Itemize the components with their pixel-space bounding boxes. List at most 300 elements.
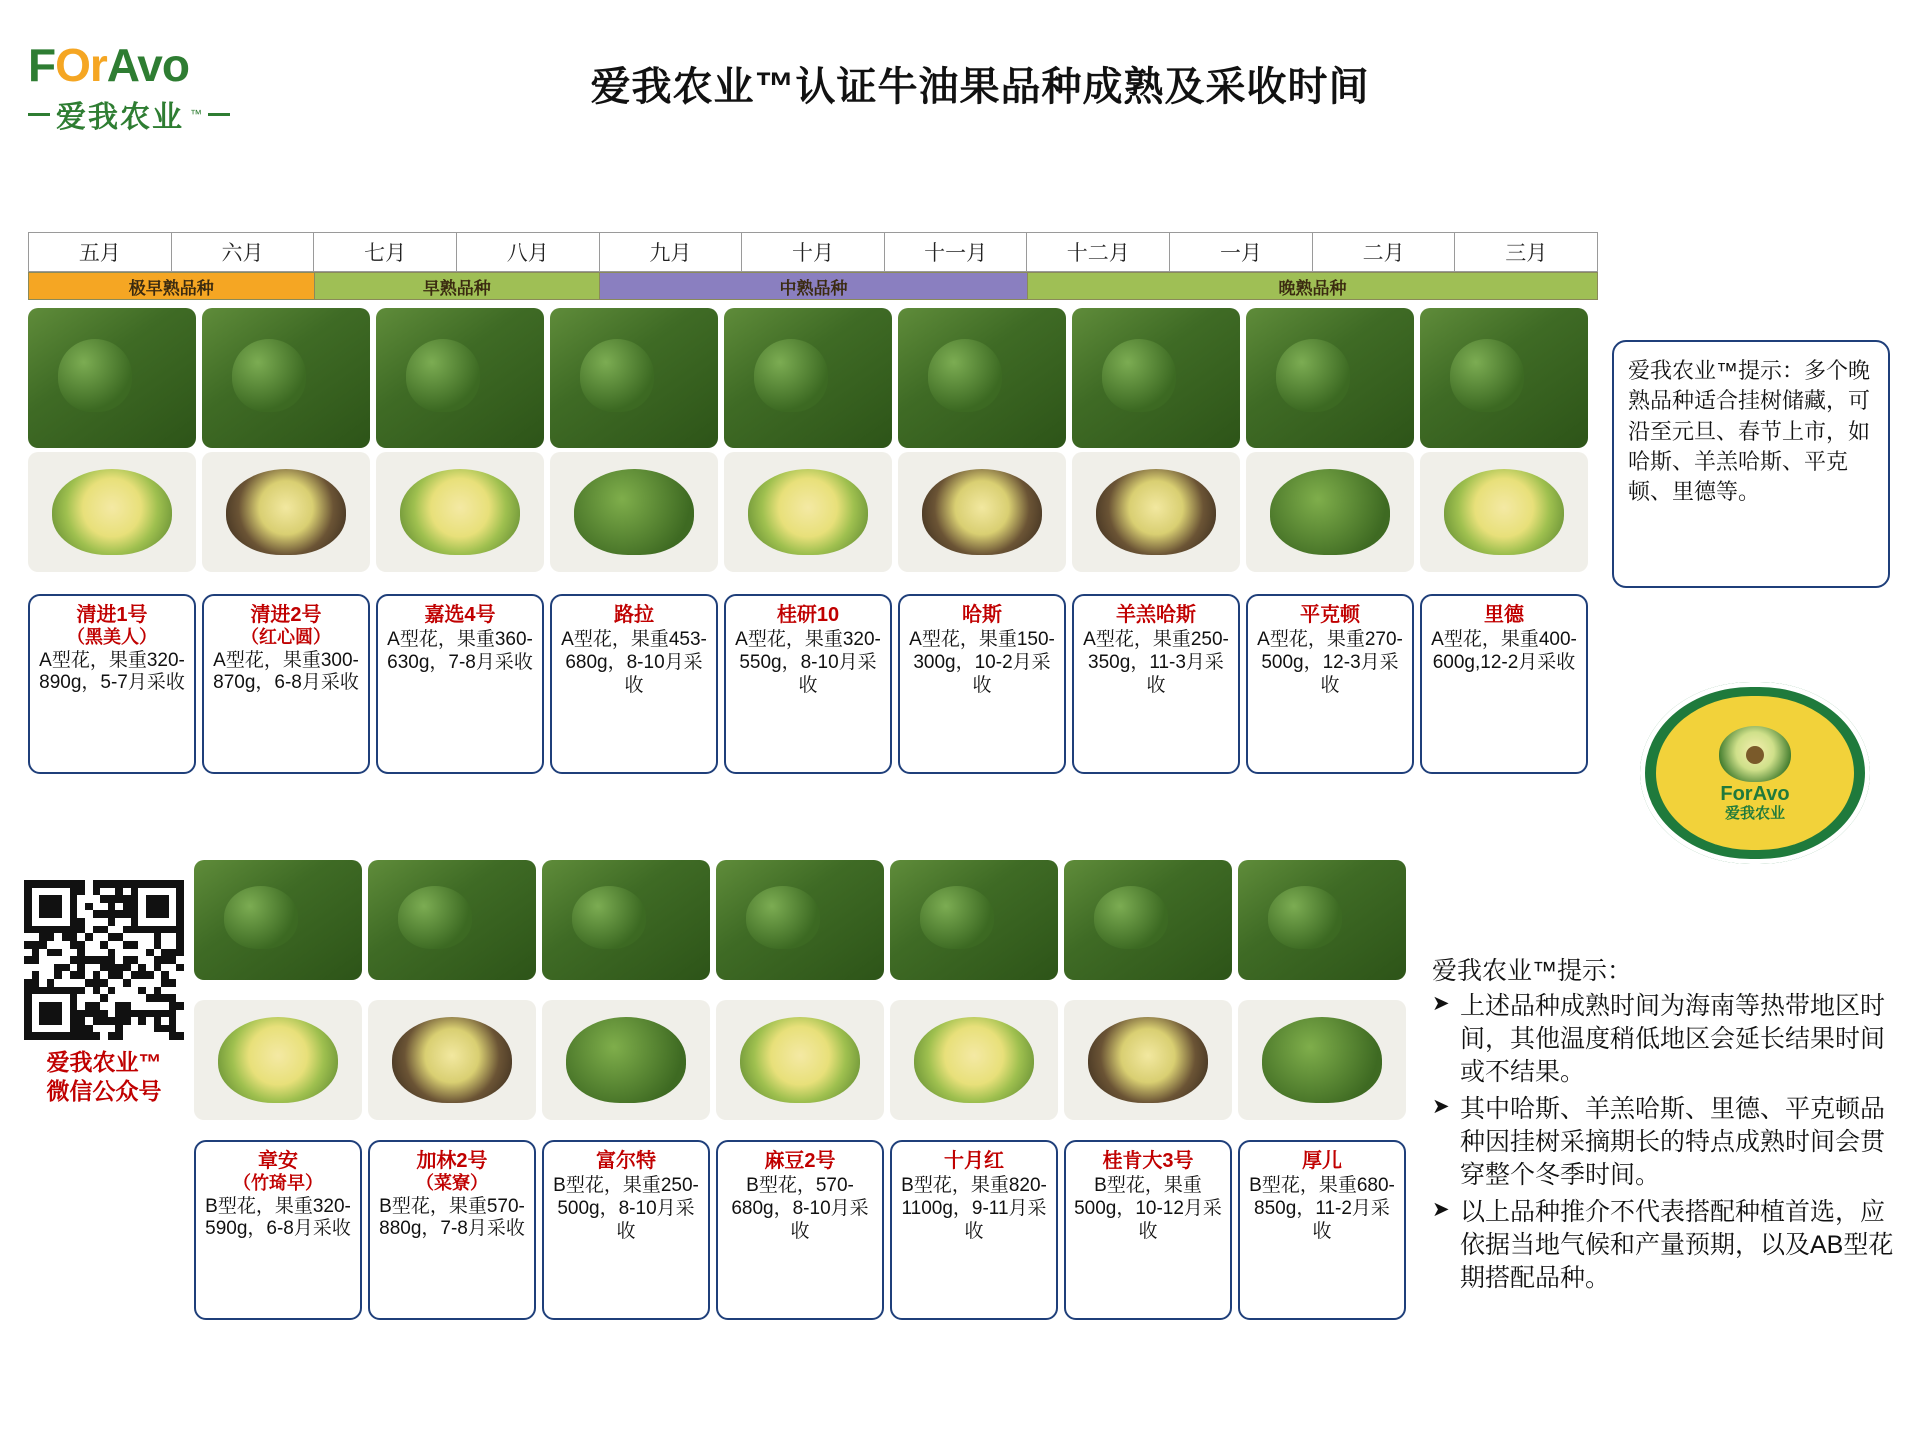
variety-name: 桂研10 xyxy=(776,604,840,626)
qr-module xyxy=(131,1010,139,1018)
qr-module xyxy=(108,987,116,995)
qr-module xyxy=(24,941,32,949)
qr-module xyxy=(154,1010,162,1018)
qr-module xyxy=(161,1025,169,1033)
variety-tree-photo xyxy=(1246,308,1414,448)
qr-module xyxy=(108,1032,116,1040)
variety-card[interactable] xyxy=(542,1140,710,1320)
qr-module xyxy=(70,888,78,896)
qr-module xyxy=(146,926,154,934)
qr-module xyxy=(70,1002,78,1010)
qr-module xyxy=(161,994,169,1002)
avocado-icon xyxy=(1719,726,1791,782)
qr-module xyxy=(131,918,139,926)
variety-fruit-photo xyxy=(898,452,1066,572)
qr-module xyxy=(39,895,47,903)
qr-module xyxy=(93,1002,101,1010)
qr-module xyxy=(115,1017,123,1025)
variety-tree-photo xyxy=(716,860,884,980)
qr-module xyxy=(169,1010,177,1018)
qr-module xyxy=(138,1010,146,1018)
brand-badge xyxy=(1640,682,1870,864)
qr-module xyxy=(24,956,32,964)
variety-card[interactable] xyxy=(376,594,544,774)
qr-module xyxy=(32,949,40,957)
variety-card[interactable] xyxy=(898,594,1066,774)
qr-module xyxy=(39,1010,47,1018)
qr-module xyxy=(108,903,116,911)
qr-module xyxy=(131,941,139,949)
variety-fruit-photo xyxy=(202,452,370,572)
variety-fruit-photo xyxy=(1238,1000,1406,1120)
variety-tree-photo xyxy=(194,860,362,980)
variety-name: 清进1号 xyxy=(76,604,148,626)
variety-card[interactable] xyxy=(550,594,718,774)
qr-module xyxy=(169,1025,177,1033)
variety-name: 桂肯大3号 xyxy=(1102,1150,1194,1172)
qr-module xyxy=(93,926,101,934)
variety-card[interactable] xyxy=(202,594,370,774)
qr-module xyxy=(169,1017,177,1025)
qr-module xyxy=(47,880,55,888)
variety-fruit-photo xyxy=(28,452,196,572)
qr-module xyxy=(123,895,131,903)
qr-module xyxy=(154,926,162,934)
qr-module xyxy=(54,880,62,888)
qr-module xyxy=(62,933,70,941)
qr-module xyxy=(54,971,62,979)
qr-module xyxy=(54,949,62,957)
variety-tree-photo xyxy=(376,308,544,448)
season-band-row xyxy=(28,272,1598,300)
qr-module xyxy=(32,880,40,888)
qr-module xyxy=(154,956,162,964)
qr-module xyxy=(24,888,32,896)
qr-module xyxy=(47,1010,55,1018)
qr-module xyxy=(123,880,131,888)
month-cell: 一月 xyxy=(1169,232,1312,272)
month-cell: 五月 xyxy=(28,232,171,272)
qr-module xyxy=(154,964,162,972)
qr-module xyxy=(176,903,184,911)
qr-module xyxy=(54,1010,62,1018)
qr-module xyxy=(161,971,169,979)
qr-module xyxy=(47,949,55,957)
variety-name: 加林2号 xyxy=(416,1150,488,1172)
qr-module xyxy=(176,1002,184,1010)
qr-module xyxy=(131,910,139,918)
qr-module xyxy=(176,918,184,926)
qr-module xyxy=(47,933,55,941)
qr-module xyxy=(115,1032,123,1040)
qr-module xyxy=(146,880,154,888)
qr-module xyxy=(77,941,85,949)
qr-module xyxy=(39,933,47,941)
qr-module xyxy=(154,1025,162,1033)
qr-module xyxy=(146,994,154,1002)
qr-module xyxy=(93,880,101,888)
month-cell: 九月 xyxy=(599,232,742,272)
variety-tree-photo xyxy=(542,860,710,980)
logo-divider-left xyxy=(28,113,50,116)
qr-module xyxy=(131,956,139,964)
qr-code[interactable] xyxy=(24,880,184,1040)
variety-fruit-photo xyxy=(1072,452,1240,572)
qr-module xyxy=(93,979,101,987)
qr-module xyxy=(32,941,40,949)
qr-module xyxy=(115,1002,123,1010)
qr-module xyxy=(77,956,85,964)
qr-module xyxy=(176,964,184,972)
qr-module xyxy=(131,971,139,979)
qr-module xyxy=(169,1002,177,1010)
qr-module xyxy=(146,949,154,957)
qr-module xyxy=(85,933,93,941)
qr-module xyxy=(176,895,184,903)
tip-item: ➤ 以上品种推介不代表搭配种植首选，应依据当地气候和产量预期，以及AB型花期搭配品种。 xyxy=(1432,1196,1902,1295)
tips-bottom xyxy=(1432,955,1902,1299)
qr-module xyxy=(131,895,139,903)
qr-module xyxy=(115,1025,123,1033)
qr-module xyxy=(54,910,62,918)
variety-description: A型花，果重250-350g，11-3月采收 xyxy=(1083,629,1229,696)
qr-module xyxy=(100,895,108,903)
qr-module xyxy=(62,926,70,934)
qr-module xyxy=(24,903,32,911)
qr-module xyxy=(100,964,108,972)
qr-module xyxy=(146,1010,154,1018)
qr-module xyxy=(176,910,184,918)
variety-card[interactable] xyxy=(890,1140,1058,1320)
qr-module xyxy=(77,1010,85,1018)
variety-name: 富尔特 xyxy=(596,1150,656,1172)
variety-name: 哈斯 xyxy=(962,604,1002,626)
qr-module xyxy=(62,880,70,888)
qr-module xyxy=(77,949,85,957)
qr-module xyxy=(108,910,116,918)
qr-module xyxy=(85,1032,93,1040)
logo-letter-o: O xyxy=(55,39,90,91)
qr-module xyxy=(108,971,116,979)
badge-face xyxy=(1656,696,1854,850)
qr-module xyxy=(154,880,162,888)
variety-alias: （黑美人） xyxy=(67,627,157,647)
variety-fruit-photo xyxy=(724,452,892,572)
month-cell: 七月 xyxy=(313,232,456,272)
qr-module xyxy=(154,1017,162,1025)
qr-module xyxy=(100,941,108,949)
qr-module xyxy=(85,979,93,987)
qr-module xyxy=(93,1032,101,1040)
qr-module xyxy=(123,1017,131,1025)
variety-tree-photo xyxy=(890,860,1058,980)
variety-card[interactable] xyxy=(1072,594,1240,774)
variety-fruit-photo xyxy=(194,1000,362,1120)
qr-module xyxy=(77,987,85,995)
qr-module xyxy=(47,926,55,934)
variety-card[interactable] xyxy=(1246,594,1414,774)
qr-module xyxy=(70,994,78,1002)
qr-module xyxy=(47,1017,55,1025)
qr-module xyxy=(100,979,108,987)
qr-module xyxy=(24,895,32,903)
variety-card[interactable] xyxy=(1064,1140,1232,1320)
qr-module xyxy=(24,918,32,926)
variety-tree-photo xyxy=(898,308,1066,448)
qr-module xyxy=(115,933,123,941)
qr-module xyxy=(100,910,108,918)
variety-description: A型花，果重360-630g，7-8月采收 xyxy=(387,629,533,673)
variety-card[interactable] xyxy=(194,1140,362,1320)
qr-module xyxy=(131,926,139,934)
brand-logo xyxy=(28,39,278,142)
variety-tree-photo xyxy=(202,308,370,448)
qr-module xyxy=(47,987,55,995)
qr-module xyxy=(161,926,169,934)
variety-description: A型花，果重320-550g，8-10月采收 xyxy=(735,629,881,696)
variety-description: A型花，果重150-300g，10-2月采收 xyxy=(909,629,1055,696)
qr-module xyxy=(176,949,184,957)
qr-module xyxy=(123,910,131,918)
month-cell: 十月 xyxy=(741,232,884,272)
qr-module xyxy=(176,941,184,949)
qr-module xyxy=(138,964,146,972)
qr-module xyxy=(32,1032,40,1040)
qr-module xyxy=(24,880,32,888)
qr-module xyxy=(115,971,123,979)
variety-name: 十月红 xyxy=(944,1150,1004,1172)
qr-module xyxy=(85,1010,93,1018)
qr-label-line2: 微信公众号 xyxy=(46,1077,162,1104)
qr-module xyxy=(70,895,78,903)
variety-card[interactable] xyxy=(28,594,196,774)
logo-letter-f: F xyxy=(28,39,56,91)
logo-wordmark xyxy=(28,39,278,91)
variety-alias: （菜寮） xyxy=(416,1173,488,1193)
qr-module xyxy=(39,941,47,949)
qr-module xyxy=(169,1032,177,1040)
qr-module xyxy=(39,903,47,911)
qr-module xyxy=(176,926,184,934)
season-band: 晚熟品种 xyxy=(1027,272,1598,300)
variety-fruit-photo xyxy=(1246,452,1414,572)
qr-module xyxy=(169,949,177,957)
qr-module xyxy=(70,1032,78,1040)
variety-tree-photo xyxy=(1072,308,1240,448)
qr-module xyxy=(123,956,131,964)
qr-module xyxy=(77,888,85,896)
qr-module xyxy=(146,895,154,903)
qr-module xyxy=(47,910,55,918)
qr-module xyxy=(24,1032,32,1040)
variety-fruit-photo xyxy=(550,452,718,572)
qr-module xyxy=(115,895,123,903)
qr-module xyxy=(93,956,101,964)
qr-module xyxy=(62,964,70,972)
qr-module xyxy=(70,987,78,995)
qr-module xyxy=(24,994,32,1002)
qr-module xyxy=(131,903,139,911)
season-band: 中熟品种 xyxy=(599,272,1027,300)
qr-module xyxy=(108,895,116,903)
qr-module xyxy=(85,956,93,964)
month-cell: 十二月 xyxy=(1026,232,1169,272)
variety-description: B型花，果重570-880g，7-8月采收 xyxy=(379,1195,525,1240)
qr-module xyxy=(39,910,47,918)
variety-card[interactable] xyxy=(1420,594,1588,774)
variety-description: A型花，果重270-500g，12-3月采收 xyxy=(1257,629,1403,696)
qr-module xyxy=(169,926,177,934)
qr-module xyxy=(108,1017,116,1025)
variety-fruit-photo xyxy=(1064,1000,1232,1120)
qr-module xyxy=(54,1017,62,1025)
qr-module xyxy=(77,926,85,934)
qr-module xyxy=(77,918,85,926)
variety-card[interactable] xyxy=(368,1140,536,1320)
qr-module xyxy=(85,1002,93,1010)
tip-item: ➤ 其中哈斯、羊羔哈斯、里德、平克顿品种因挂树采摘期长的特点成熟时间会贯穿整个冬季时间。 xyxy=(1432,1093,1902,1192)
qr-module xyxy=(161,910,169,918)
qr-module xyxy=(47,1002,55,1010)
qr-module xyxy=(93,1010,101,1018)
qr-module xyxy=(47,1032,55,1040)
variety-fruit-photo xyxy=(542,1000,710,1120)
qr-module xyxy=(161,903,169,911)
variety-tree-photo xyxy=(368,860,536,980)
variety-fruit-photo xyxy=(890,1000,1058,1120)
qr-module xyxy=(176,933,184,941)
qr-module xyxy=(154,987,162,995)
qr-module xyxy=(131,880,139,888)
qr-module xyxy=(93,1017,101,1025)
qr-module xyxy=(138,926,146,934)
variety-fruit-photo xyxy=(716,1000,884,1120)
variety-name: 里德 xyxy=(1484,604,1524,626)
qr-label-line1: 爱我农业™ xyxy=(46,1049,162,1075)
qr-module xyxy=(146,903,154,911)
qr-module xyxy=(161,956,169,964)
month-cell: 六月 xyxy=(171,232,314,272)
variety-name: 清进2号 xyxy=(250,604,322,626)
qr-module xyxy=(47,979,55,987)
variety-description: A型花，果重320-890g，5-7月采收 xyxy=(39,649,185,694)
qr-module xyxy=(32,987,40,995)
variety-card[interactable] xyxy=(1238,1140,1406,1320)
logo-divider-right xyxy=(208,113,230,116)
qr-module xyxy=(100,1017,108,1025)
variety-description: A型花，果重300-870g，6-8月采收 xyxy=(213,649,359,694)
month-cell: 十一月 xyxy=(884,232,1027,272)
qr-module xyxy=(54,987,62,995)
qr-module xyxy=(123,1010,131,1018)
qr-module xyxy=(108,918,116,926)
qr-module xyxy=(93,888,101,896)
qr-module xyxy=(138,987,146,995)
qr-module xyxy=(123,903,131,911)
qr-module xyxy=(161,979,169,987)
qr-module xyxy=(77,880,85,888)
variety-description: B型花，果重820-1100g，9-11月采收 xyxy=(901,1175,1047,1242)
qr-module xyxy=(123,964,131,972)
qr-module xyxy=(62,987,70,995)
page-title: 爱我农业™认证牛油果品种成熟及采收时间 xyxy=(590,65,1370,109)
qr-module xyxy=(54,1032,62,1040)
tip-item: ➤ 上述品种成熟时间为海南等热带地区时间，其他温度稍低地区会延长结果时间或不结果。 xyxy=(1432,990,1902,1089)
qr-module xyxy=(24,979,32,987)
variety-name: 章安 xyxy=(258,1150,298,1172)
logo-tm-icon: ™ xyxy=(190,107,202,121)
variety-tree-photo xyxy=(1064,860,1232,980)
qr-module xyxy=(161,1010,169,1018)
qr-module xyxy=(154,933,162,941)
variety-tree-photo xyxy=(1238,860,1406,980)
qr-module xyxy=(100,926,108,934)
badge-text: ForAvo xyxy=(1720,782,1790,805)
tips-bottom-list xyxy=(1432,990,1902,1295)
qr-module xyxy=(161,880,169,888)
qr-module xyxy=(77,964,85,972)
qr-module xyxy=(24,1017,32,1025)
qr-module xyxy=(154,903,162,911)
variety-tree-photo xyxy=(28,308,196,448)
qr-module xyxy=(123,979,131,987)
qr-module xyxy=(39,987,47,995)
qr-module xyxy=(100,1010,108,1018)
variety-card[interactable] xyxy=(716,1140,884,1320)
qr-module xyxy=(39,1032,47,1040)
qr-module xyxy=(93,987,101,995)
qr-module xyxy=(154,895,162,903)
qr-module xyxy=(24,1010,32,1018)
qr-module xyxy=(70,933,78,941)
variety-name: 麻豆2号 xyxy=(764,1150,836,1172)
month-header-row xyxy=(28,232,1598,272)
qr-module xyxy=(39,926,47,934)
qr-module xyxy=(70,918,78,926)
qr-module xyxy=(93,971,101,979)
qr-module xyxy=(39,880,47,888)
variety-name: 路拉 xyxy=(614,604,654,626)
variety-alias: （红心圆） xyxy=(241,627,331,647)
qr-module xyxy=(123,926,131,934)
variety-alias: （竹琦早） xyxy=(233,1173,323,1193)
qr-module xyxy=(77,1017,85,1025)
qr-module xyxy=(93,910,101,918)
month-cell: 八月 xyxy=(456,232,599,272)
qr-module xyxy=(176,888,184,896)
qr-module xyxy=(70,1010,78,1018)
badge-subtext: 爱我农业 xyxy=(1724,804,1785,822)
qr-module xyxy=(131,888,139,896)
qr-module xyxy=(24,987,32,995)
variety-card[interactable] xyxy=(724,594,892,774)
qr-module xyxy=(169,880,177,888)
qr-module xyxy=(24,926,32,934)
qr-module xyxy=(70,956,78,964)
qr-module xyxy=(176,880,184,888)
qr-module xyxy=(115,888,123,896)
qr-module xyxy=(70,941,78,949)
qr-module xyxy=(62,1032,70,1040)
month-cell: 三月 xyxy=(1454,232,1598,272)
variety-description: B型花，570-680g，8-10月采收 xyxy=(731,1175,869,1242)
qr-module xyxy=(108,956,116,964)
variety-description: A型花，果重453-680g，8-10月采收 xyxy=(561,629,707,696)
qr-module xyxy=(169,994,177,1002)
qr-module xyxy=(24,1002,32,1010)
tip-box-storage: 爱我农业™提示：多个晚熟品种适合挂树储藏，可沿至元旦、春节上市，如哈斯、羊羔哈斯、平克顿、里德等。 xyxy=(1612,340,1890,588)
qr-module xyxy=(70,903,78,911)
